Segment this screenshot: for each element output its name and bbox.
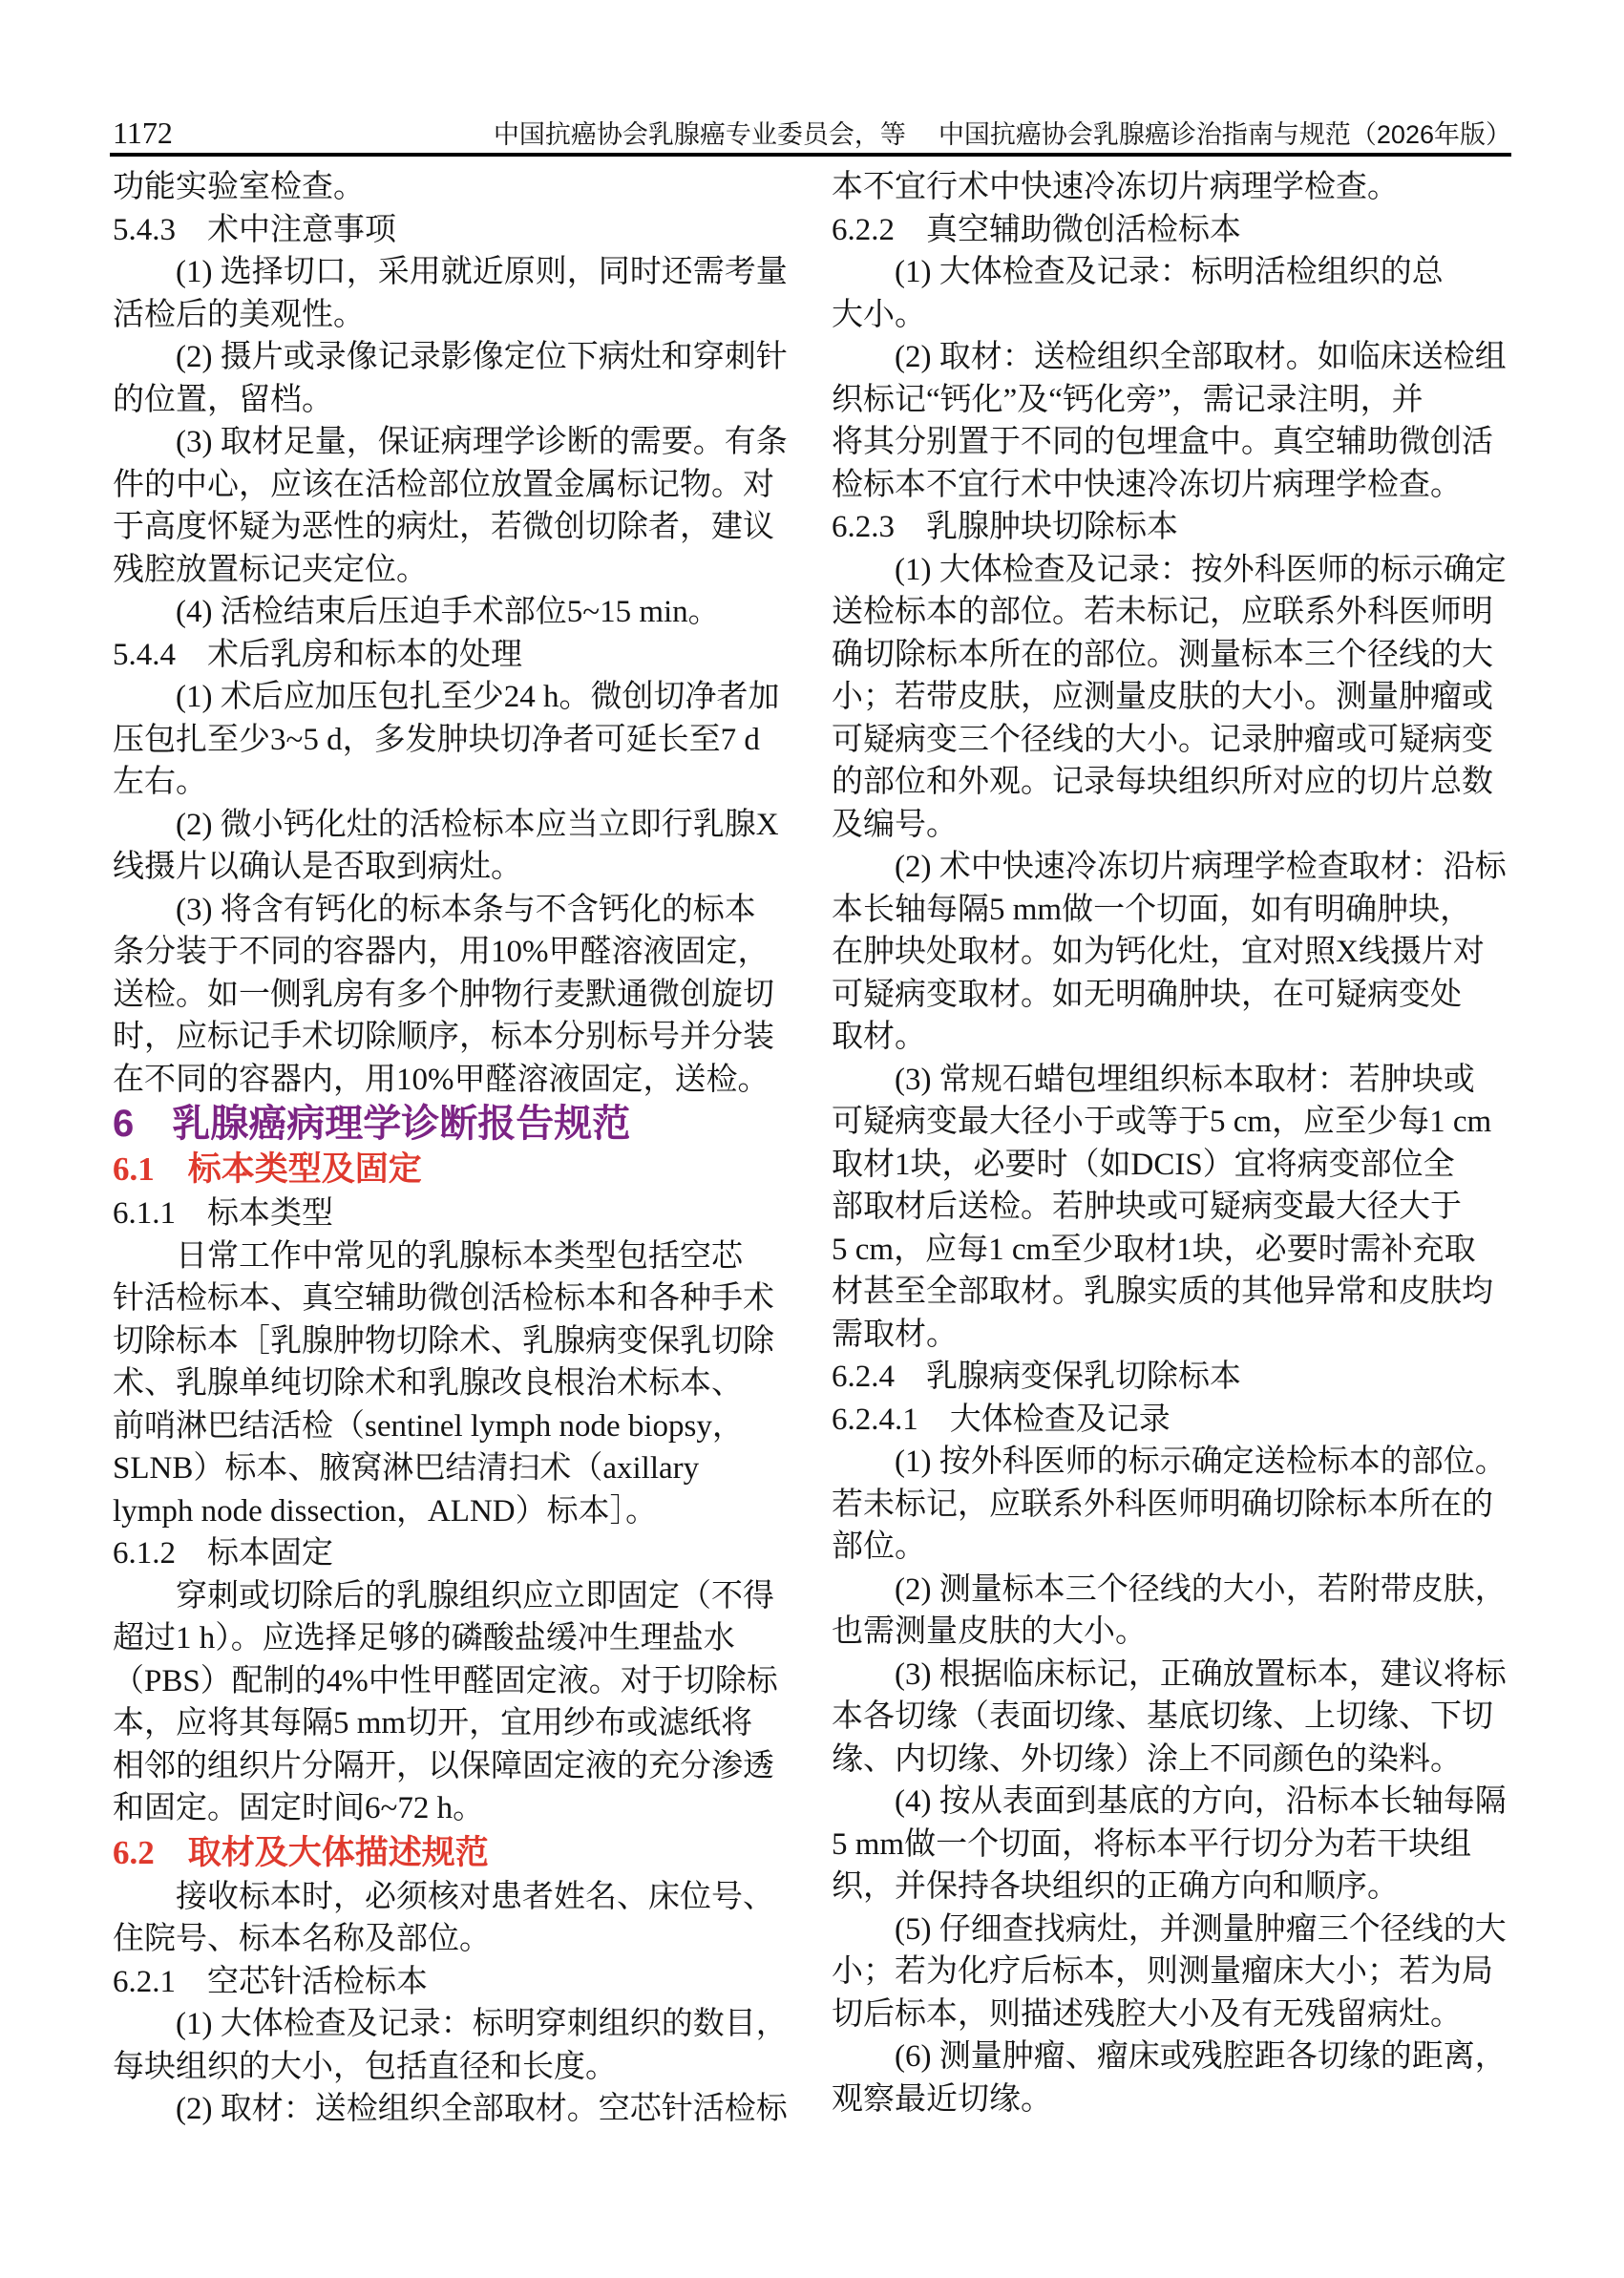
text-line: 本，应将其每隔5 mm切开，宜用纱布或滤纸将 — [113, 1706, 753, 1740]
text-line: 也需测量皮肤的大小。 — [832, 1614, 1147, 1649]
text-line: 5 mm做一个切面，将标本平行切分为若干块组 — [832, 1826, 1472, 1862]
text-line: （PBS）配制的4%中性甲醛固定液。对于切除标 — [113, 1663, 778, 1698]
text-line: 住院号、标本名称及部位。 — [113, 1922, 491, 1956]
text-line: (2) 摄片或录像记录影像定位下病灶和穿刺针 — [176, 340, 788, 374]
subsubsection-heading: 6.1.1 标本类型 — [113, 1196, 333, 1231]
text-line: (1) 术后应加压包扎至少24 h。微创切净者加 — [176, 680, 780, 714]
text-line: 部取材后送检。若肿块或可疑病变最大径大于 — [832, 1190, 1462, 1224]
text-line: 小；若带皮肤，应测量皮肤的大小。测量肿瘤或 — [832, 680, 1493, 714]
subsubsection-heading: 6.2.1 空芯针活检标本 — [113, 1964, 428, 1999]
text-line: (2) 微小钙化灶的活检标本应当立即行乳腺X — [176, 807, 779, 842]
text-line: 若未标记，应联系外科医师明确切除标本所在的 — [832, 1487, 1493, 1522]
text-line: (1) 大体检查及记录：标明活检组织的总 — [895, 255, 1444, 289]
text-line: (2) 测量标本三个径线的大小，若附带皮肤， — [895, 1571, 1507, 1607]
text-line: 观察最近切缘。 — [832, 2081, 1052, 2117]
column-left — [113, 166, 792, 2131]
text-line: (2) 取材：送检组织全部取材。如临床送检组 — [895, 340, 1507, 374]
text-line: 及编号。 — [832, 807, 958, 842]
text-line: 将其分别置于不同的包埋盒中。真空辅助微创活 — [832, 425, 1493, 459]
text-line: 本各切缘（表面切缘、基底切缘、上切缘、下切 — [832, 1699, 1493, 1734]
text-line: 的位置，留档。 — [113, 382, 333, 417]
text-line: 活检后的美观性。 — [113, 297, 365, 332]
text-line: 每块组织的大小，包括直径和长度。 — [113, 2049, 617, 2084]
text-line: (3) 将含有钙化的标本条与不含钙化的标本 — [176, 892, 756, 927]
text-line: (4) 活检结束后压迫手术部位5~15 min。 — [176, 595, 720, 629]
page-header — [113, 116, 1511, 149]
text-line: 送检标本的部位。若未标记，应联系外科医师明 — [832, 595, 1493, 629]
text-line: (1) 大体检查及记录：按外科医师的标示确定 — [895, 552, 1507, 587]
text-line: (2) 取材：送检组织全部取材。空芯针活检标 — [176, 2092, 788, 2126]
text-line: 小；若为化疗后标本，则测量瘤床大小；若为局 — [832, 1954, 1493, 1989]
text-line: 接收标本时，必须核对患者姓名、床位号、 — [176, 1879, 774, 1914]
text-line: (3) 常规石蜡包埋组织标本取材：若肿块或 — [895, 1062, 1475, 1097]
text-line: 时，应标记手术切除顺序，标本分别标号并分装 — [113, 1020, 774, 1054]
column-right — [832, 166, 1511, 2131]
text-line: 可疑病变三个径线的大小。记录肿瘤或可疑病变 — [832, 722, 1493, 757]
text-line: 线摄片以确认是否取到病灶。 — [113, 850, 522, 884]
text-line: (3) 根据临床标记，正确放置标本，建议将标 — [895, 1656, 1507, 1692]
text-line: (1) 选择切口，采用就近原则，同时还需考量 — [176, 255, 788, 289]
text-line: 检标本不宜行术中快速冷冻切片病理学检查。 — [832, 467, 1462, 502]
text-line: 超过1 h）。应选择足够的磷酸盐缓冲生理盐水 — [113, 1621, 735, 1656]
text-line: 切除标本［乳腺肿物切除术、乳腺病变保乳切除 — [113, 1323, 774, 1359]
text-line: 件的中心，应该在活检部位放置金属标记物。对 — [113, 467, 774, 502]
text-line: (5) 仔细查找病灶，并测量肿瘤三个径线的大 — [895, 1911, 1507, 1947]
subsubsection-heading: 6.2.3 乳腺肿块切除标本 — [832, 510, 1178, 544]
header-title: 中国抗癌协会乳腺癌诊治指南与规范（2026年版） — [938, 120, 1511, 149]
text-line: 可疑病变最大径小于或等于5 cm，应至少每1 cm — [832, 1105, 1492, 1139]
text-line: (1) 大体检查及记录：标明穿刺组织的数目， — [176, 2007, 788, 2041]
text-line: 取材1块，必要时（如DCIS）宜将病变部位全 — [832, 1147, 1455, 1182]
text-line: 5 cm，应每1 cm至少取材1块，必要时需补充取 — [832, 1232, 1476, 1267]
text-line: 在不同的容器内，用10%甲醛溶液固定，送检。 — [113, 1062, 770, 1097]
text-line: 压包扎至少3~5 d，多发肿块切净者可延长至7 d — [113, 722, 760, 757]
header-rule — [110, 153, 1511, 157]
text-line: 前哨淋巴结活检（sentinel lymph node biopsy， — [113, 1408, 744, 1444]
text-line: 的部位和外观。记录每块组织所对应的切片总数 — [832, 765, 1493, 799]
text-line: 在肿块处取材。如为钙化灶，宜对照X线摄片对 — [832, 935, 1485, 969]
text-line: 相邻的组织片分隔开，以保障固定液的充分渗透 — [113, 1748, 774, 1783]
text-line: (6) 测量肿瘤、瘤床或残腔距各切缘的距离， — [895, 2039, 1507, 2074]
text-line: 针活检标本、真空辅助微创活检标本和各种手术 — [113, 1281, 774, 1316]
text-line: 术、乳腺单纯切除术和乳腺改良根治术标本、 — [113, 1366, 743, 1401]
text-line: (1) 按外科医师的标示确定送检标本的部位。 — [895, 1445, 1507, 1479]
text-line: 需取材。 — [832, 1317, 958, 1352]
text-line: 织，并保持各块组织的正确方向和顺序。 — [832, 1869, 1399, 1904]
text-line: 确切除标本所在的部位。测量标本三个径线的大 — [832, 637, 1493, 672]
subsubsection-heading: 5.4.3 术中注意事项 — [113, 212, 396, 247]
text-line: 残腔放置标记夹定位。 — [113, 552, 428, 587]
text-line: (4) 按从表面到基底的方向，沿标本长轴每隔 — [895, 1784, 1507, 1819]
text-line: 左右。 — [113, 765, 207, 799]
text-line: 织标记“钙化”及“钙化旁”，需记录注明，并 — [832, 382, 1424, 417]
page-number: 1172 — [113, 116, 173, 150]
header-authors: 中国抗癌协会乳腺癌专业委员会，等 — [493, 120, 906, 149]
subsection-heading: 6.1 标本类型及固定 — [113, 1150, 422, 1188]
text-line: (3) 取材足量，保证病理学诊断的需要。有条 — [176, 425, 788, 459]
text-line: 可疑病变取材。如无明确肿块，在可疑病变处 — [832, 977, 1462, 1012]
text-line: SLNB）标本、腋窝淋巴结清扫术（axillary — [113, 1451, 700, 1486]
subsubsection-heading: 5.4.4 术后乳房和标本的处理 — [113, 637, 522, 672]
text-line: 缘、内切缘、外切缘）涂上不同颜色的染料。 — [832, 1741, 1462, 1777]
text-line: 本长轴每隔5 mm做一个切面，如有明确肿块， — [832, 892, 1472, 927]
subsubsection-heading: 6.2.2 真空辅助微创活检标本 — [832, 212, 1241, 247]
text-line: 和固定。固定时间6~72 h。 — [113, 1791, 485, 1825]
text-line: 部位。 — [832, 1529, 926, 1564]
text-line: 切后标本，则描述残腔大小及有无残留病灶。 — [832, 1996, 1462, 2032]
subsubsection-heading: 6.2.4.1 大体检查及记录 — [832, 1402, 1171, 1437]
subsubsection-heading: 6.1.2 标本固定 — [113, 1536, 333, 1571]
subsubsection-heading: 6.2.4 乳腺病变保乳切除标本 — [832, 1360, 1241, 1394]
running-header — [494, 120, 1511, 149]
text-line: 功能实验室检查。 — [113, 170, 365, 204]
text-line: 本不宜行术中快速冷冻切片病理学检查。 — [832, 170, 1399, 204]
text-line: (2) 术中快速冷冻切片病理学检查取材：沿标 — [895, 850, 1507, 884]
text-line: 送检。如一侧乳房有多个肿物行麦默通微创旋切 — [113, 977, 774, 1012]
text-line: 材甚至全部取材。乳腺实质的其他异常和皮肤均 — [832, 1275, 1493, 1309]
content-columns — [113, 166, 1511, 2131]
text-line: 于高度怀疑为恶性的病灶，若微创切除者，建议 — [113, 510, 774, 544]
text-line: 大小。 — [832, 297, 926, 332]
subsection-heading: 6.2 取材及大体描述规范 — [113, 1833, 489, 1871]
text-line: 穿刺或切除后的乳腺组织应立即固定（不得 — [176, 1578, 774, 1614]
text-line: 条分装于不同的容器内，用10%甲醛溶液固定， — [113, 935, 770, 969]
text-line: 日常工作中常见的乳腺标本类型包括空芯 — [176, 1238, 743, 1274]
text-line: 取材。 — [832, 1020, 926, 1054]
text-line: lymph node dissection，ALND）标本］。 — [113, 1493, 658, 1529]
section-heading: 6 乳腺癌病理学诊断报告规范 — [113, 1103, 631, 1145]
